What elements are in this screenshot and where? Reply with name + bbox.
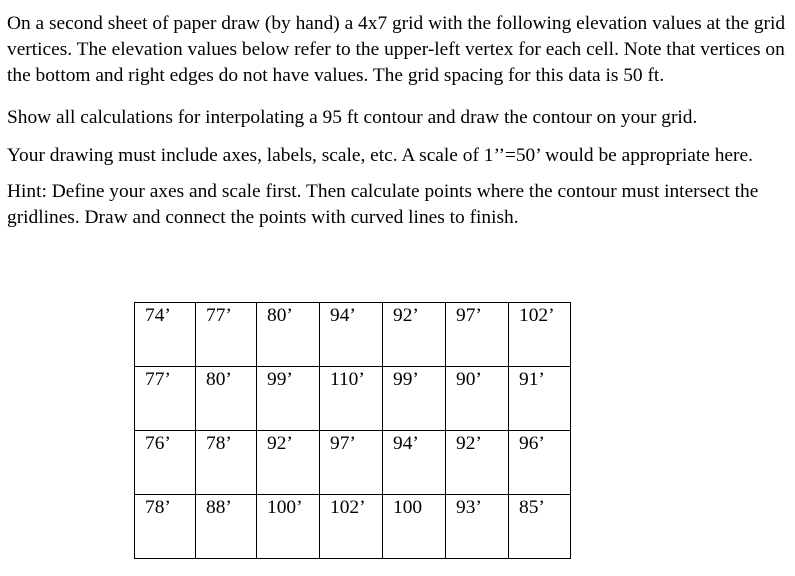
grid-cell <box>446 303 509 367</box>
grid-cell <box>509 431 571 495</box>
grid-cell <box>135 303 196 367</box>
elevation-value: 92’ <box>267 433 293 454</box>
grid-cell <box>383 367 446 431</box>
elevation-value: 94’ <box>330 305 356 326</box>
elevation-value: 92’ <box>456 433 482 454</box>
elevation-value: 100’ <box>267 497 303 518</box>
elevation-value: 77’ <box>145 369 171 390</box>
grid-cell <box>446 431 509 495</box>
grid-cell <box>135 367 196 431</box>
elevation-value: 88’ <box>206 497 232 518</box>
grid-row <box>135 495 571 559</box>
elevation-grid-table <box>134 302 571 559</box>
grid-cell <box>257 367 320 431</box>
hint-paragraph: Hint: Define your axes and scale first. Then calculate points where the contour must intersect the gridlines. Draw and connect the points with curved lines to finish. <box>7 181 759 228</box>
grid-row <box>135 431 571 495</box>
grid-cell <box>257 303 320 367</box>
elevation-value: 102’ <box>330 497 366 518</box>
instructions-paragraph: On a second sheet of paper draw (by hand) a 4x7 grid with the following elevation values at the grid vertices. The elevation values below refer to the upper-left vertex for each cell. Note that vertices on the bottom and right edges do not have values. The grid spacing for this data is 50 ft. <box>7 13 786 86</box>
elevation-value: 74’ <box>145 305 171 326</box>
elevation-value: 91’ <box>519 369 545 390</box>
grid-cell <box>446 495 509 559</box>
grid-cell <box>509 495 571 559</box>
grid-row <box>135 367 571 431</box>
elevation-value: 93’ <box>456 497 482 518</box>
elevation-value: 97’ <box>330 433 356 454</box>
grid-cell <box>196 431 257 495</box>
elevation-value: 80’ <box>206 369 232 390</box>
document-body <box>7 11 787 231</box>
elevation-value: 99’ <box>267 369 293 390</box>
grid-cell <box>135 495 196 559</box>
grid-cell <box>509 367 571 431</box>
grid-row <box>135 303 571 367</box>
elevation-value: 92’ <box>393 305 419 326</box>
grid-cell <box>257 495 320 559</box>
elevation-value: 94’ <box>393 433 419 454</box>
grid-cell <box>196 495 257 559</box>
elevation-value: 110’ <box>330 369 365 390</box>
elevation-value: 97’ <box>456 305 482 326</box>
elevation-value: 85’ <box>519 497 545 518</box>
grid-cell <box>383 431 446 495</box>
grid-cell <box>446 367 509 431</box>
elevation-value: 100 <box>393 497 423 518</box>
elevation-value: 76’ <box>145 433 171 454</box>
grid-cell <box>320 367 383 431</box>
grid-cell <box>320 431 383 495</box>
elevation-grid-body <box>135 303 571 559</box>
elevation-value: 80’ <box>267 305 293 326</box>
calculation-paragraph: Show all calculations for interpolating a 95 ft contour and draw the contour on your grid. <box>7 107 698 128</box>
elevation-value: 102’ <box>519 305 555 326</box>
elevation-value: 77’ <box>206 305 232 326</box>
grid-cell <box>196 303 257 367</box>
elevation-value: 78’ <box>145 497 171 518</box>
elevation-value: 96’ <box>519 433 545 454</box>
elevation-value: 78’ <box>206 433 232 454</box>
grid-cell <box>196 367 257 431</box>
grid-cell <box>383 303 446 367</box>
elevation-value: 90’ <box>456 369 482 390</box>
grid-cell <box>257 431 320 495</box>
grid-cell <box>135 431 196 495</box>
grid-cell <box>320 495 383 559</box>
drawing-requirements-paragraph: Your drawing must include axes, labels, scale, etc. A scale of 1’’=50’ would be appropriate here. <box>7 145 753 166</box>
grid-cell <box>320 303 383 367</box>
grid-cell <box>509 303 571 367</box>
grid-cell <box>383 495 446 559</box>
elevation-value: 99’ <box>393 369 419 390</box>
